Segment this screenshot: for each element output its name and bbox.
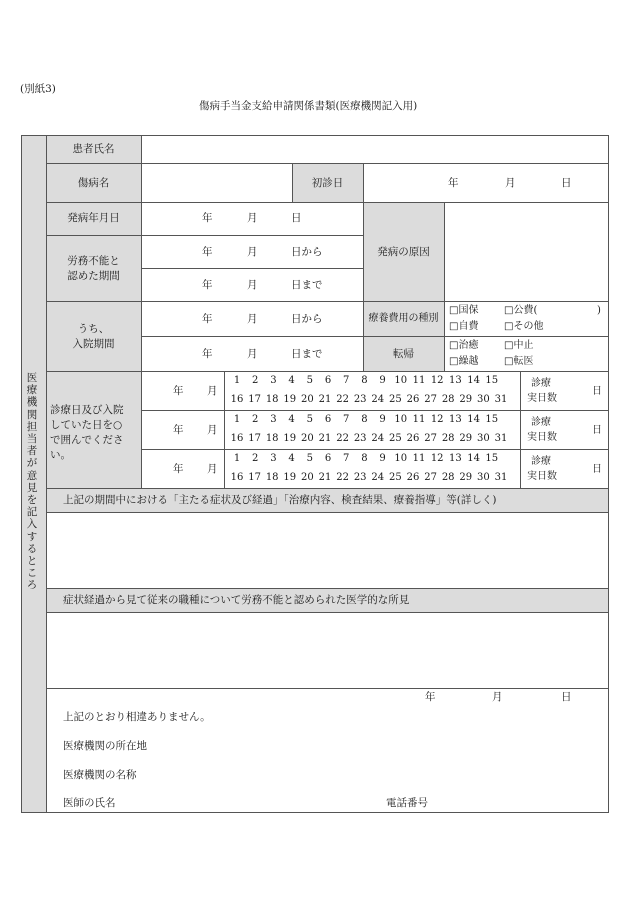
calendar-day-17[interactable]: 17	[248, 472, 261, 483]
first-visit-label: 初診日	[311, 177, 344, 189]
calendar-day-3[interactable]: 3	[270, 375, 277, 386]
visit-days-label-line2: していた日を○	[50, 419, 123, 431]
disease-name-label: 傷病名	[77, 177, 110, 189]
onset-date-label: 発病年月日	[67, 212, 120, 224]
calendar-day-12[interactable]: 12	[430, 414, 444, 425]
institution-name-label: 医療機関の名称	[63, 769, 137, 781]
calendar-day-5[interactable]: 5	[306, 375, 313, 386]
calendar-day-6[interactable]: 6	[324, 375, 332, 386]
visit-days-label-line1: 診療日及び入院	[50, 404, 124, 416]
cost-public-close: )	[597, 305, 601, 316]
calendar-day-19[interactable]: 19	[283, 472, 297, 483]
calendar-day-9[interactable]: 9	[379, 414, 386, 425]
cert-day: 日	[561, 691, 572, 703]
calendar-day-13[interactable]: 13	[449, 375, 462, 386]
calendar-day-30[interactable]: 30	[477, 433, 490, 444]
row-line	[46, 688, 609, 689]
calendar-day-10[interactable]: 10	[394, 414, 408, 425]
opinion-header: 症状経過から見て従来の職種について労務不能と認められた医学的な所見	[63, 594, 410, 606]
calendar-day-16[interactable]: 16	[230, 472, 244, 483]
calendar-day-22[interactable]: 22	[336, 472, 349, 483]
calendar-day-15[interactable]: 15	[485, 453, 499, 464]
calendar-day-10[interactable]: 10	[394, 453, 408, 464]
calendar-day-2[interactable]: 2	[252, 375, 259, 386]
hospital-to-month: 月	[247, 348, 258, 360]
annex-label: (別紙3)	[20, 83, 56, 95]
phone-field[interactable]	[440, 793, 600, 811]
calendar-day-7[interactable]: 7	[343, 414, 350, 425]
calendar-day-13[interactable]: 13	[449, 453, 462, 464]
outcome-carried-checkbox[interactable]: □繰越	[449, 356, 479, 367]
calendar-day-25[interactable]: 25	[389, 433, 402, 444]
calendar-day-3[interactable]: 3	[270, 453, 277, 464]
calendar-day-19[interactable]: 19	[283, 433, 297, 444]
calendar-day-9[interactable]: 9	[379, 375, 386, 386]
incapacity-to-day: 日まで	[291, 279, 323, 291]
row-line	[46, 588, 609, 589]
cause-field[interactable]	[445, 203, 608, 301]
cal2-month: 月	[207, 424, 218, 436]
calendar-day-6[interactable]: 6	[324, 453, 332, 464]
incapacity-from-year: 年	[202, 246, 213, 258]
calendar-day-13[interactable]: 13	[449, 414, 462, 425]
calendar-day-23[interactable]: 23	[353, 433, 367, 444]
calendar-day-5[interactable]: 5	[306, 414, 313, 425]
incapacity-to-year: 年	[202, 279, 213, 291]
calendar-day-8[interactable]: 8	[361, 414, 368, 425]
hospital-from-month: 月	[247, 313, 258, 325]
calendar-day-21[interactable]: 21	[318, 433, 332, 444]
calendar-day-5[interactable]: 5	[306, 453, 313, 464]
calendar-day-1[interactable]: 1	[233, 375, 241, 386]
calendar-day-14[interactable]: 14	[467, 453, 480, 464]
patient-name-label: 患者氏名	[72, 143, 115, 155]
side-divider	[46, 135, 47, 813]
cost-public-checkbox[interactable]: □公費(	[504, 305, 538, 316]
calendar-day-2[interactable]: 2	[252, 453, 259, 464]
calendar-day-10[interactable]: 10	[394, 375, 408, 386]
cause-label: 発病の原因	[377, 246, 430, 258]
calendar-day-3[interactable]: 3	[270, 414, 277, 425]
calendar-day-29[interactable]: 29	[459, 433, 473, 444]
patient-name-field[interactable]	[142, 136, 608, 163]
calendar-day-21[interactable]: 21	[318, 472, 332, 483]
cost-type-label: 療養費用の種別	[368, 313, 439, 324]
cal1-actual-label1: 診療	[531, 378, 551, 389]
cal3-day-unit: 日	[592, 464, 602, 475]
certify-text: 上記のとおり相違ありません。	[63, 711, 211, 723]
cal1-actual-label2: 実日数	[527, 393, 557, 404]
outcome-stopped-checkbox[interactable]: □中止	[504, 340, 534, 351]
calendar-day-27[interactable]: 27	[424, 472, 437, 483]
frame-right	[608, 135, 609, 813]
calendar-day-11[interactable]: 11	[412, 375, 426, 386]
visit-days-label-line3: で囲んでくださ	[50, 434, 124, 446]
outcome-cured-checkbox[interactable]: □治癒	[449, 340, 479, 351]
calendar-day-20[interactable]: 20	[301, 472, 314, 483]
calendar-day-26[interactable]: 26	[406, 472, 420, 483]
calendar-day-19[interactable]: 19	[283, 394, 297, 405]
calendar-day-9[interactable]: 9	[379, 453, 386, 464]
phone-label: 電話番号	[386, 797, 428, 809]
row-line	[46, 371, 609, 372]
hospital-label-line2: 入院期間	[72, 338, 115, 350]
hospital-to-day: 日まで	[291, 348, 323, 360]
onset-month: 月	[247, 212, 258, 224]
institution-address-label: 医療機関の所在地	[63, 740, 147, 752]
col-line	[520, 371, 521, 488]
cal2-actual-label2: 実日数	[527, 432, 557, 443]
outcome-label: 転帰	[393, 348, 414, 360]
side-label: 医療機関担当者が意見を記入するところ	[26, 372, 38, 592]
calendar-day-24[interactable]: 24	[371, 472, 385, 483]
calendar-day-16[interactable]: 16	[230, 394, 244, 405]
hospital-to-year: 年	[202, 348, 213, 360]
calendar-day-21[interactable]: 21	[318, 394, 332, 405]
institution-name-field[interactable]	[150, 765, 600, 783]
visit-days-label-line4: い。	[50, 449, 71, 461]
cal1-day-unit: 日	[592, 386, 602, 397]
form-title: 傷病手当金支給申請関係書類(医療機関記入用)	[199, 100, 418, 112]
cost-other-checkbox[interactable]: □その他	[504, 321, 544, 332]
calendar-day-27[interactable]: 27	[424, 394, 437, 405]
opinion-field[interactable]	[47, 613, 608, 688]
calendar-day-12[interactable]: 12	[430, 375, 444, 386]
calendar-day-23[interactable]: 23	[353, 394, 367, 405]
calendar-day-26[interactable]: 26	[406, 394, 420, 405]
calendar-day-14[interactable]: 14	[467, 414, 480, 425]
calendar-day-18[interactable]: 18	[265, 433, 279, 444]
cal3-actual-label2: 実日数	[527, 471, 557, 482]
calendar-day-31[interactable]: 31	[494, 394, 508, 405]
calendar-day-31[interactable]: 31	[494, 433, 508, 444]
hospital-period-label-cell	[46, 301, 141, 371]
cal3-actual-label1: 診療	[531, 456, 551, 467]
first-visit-year: 年	[448, 177, 459, 189]
calendar-day-22[interactable]: 22	[336, 433, 349, 444]
calendar-day-22[interactable]: 22	[336, 394, 349, 405]
incapacity-label-line1: 労務不能と	[67, 255, 120, 267]
calendar-day-11[interactable]: 11	[412, 414, 426, 425]
calendar-day-12[interactable]: 12	[430, 453, 444, 464]
calendar-day-8[interactable]: 8	[361, 453, 368, 464]
calendar-day-17[interactable]: 17	[248, 433, 261, 444]
first-visit-day: 日	[561, 177, 572, 189]
calendar-day-6[interactable]: 6	[324, 414, 332, 425]
symptoms-header: 上記の期間中における「主たる症状及び経過」「治療内容、検査結果、療養指導」等(詳しく)	[63, 494, 497, 506]
calendar-day-25[interactable]: 25	[389, 394, 402, 405]
calendar-day-4[interactable]: 4	[288, 375, 295, 386]
row-line	[141, 336, 609, 337]
cal2-year: 年	[173, 424, 184, 436]
calendar-day-28[interactable]: 28	[441, 394, 455, 405]
incapacity-period-label-cell	[46, 235, 141, 301]
calendar-day-30[interactable]: 30	[477, 394, 490, 405]
symptoms-field[interactable]	[47, 513, 608, 588]
calendar-day-15[interactable]: 15	[485, 414, 499, 425]
outcome-transferred-checkbox[interactable]: □転医	[504, 356, 534, 367]
calendar-day-18[interactable]: 18	[265, 394, 279, 405]
cal1-month: 月	[207, 385, 218, 397]
calendar-day-8[interactable]: 8	[361, 375, 368, 386]
calendar-day-27[interactable]: 27	[424, 433, 437, 444]
cal2-actual-label1: 診療	[531, 417, 551, 428]
incapacity-label-line2: 認めた期間	[67, 270, 120, 282]
row-line	[46, 301, 609, 302]
disease-name-field[interactable]	[142, 164, 292, 202]
calendar-day-29[interactable]: 29	[459, 472, 473, 483]
institution-address-field[interactable]	[160, 736, 600, 754]
calendar-day-20[interactable]: 20	[301, 394, 314, 405]
calendar-day-26[interactable]: 26	[406, 433, 420, 444]
calendar-day-16[interactable]: 16	[230, 433, 244, 444]
row-line	[141, 268, 363, 269]
calendar-day-28[interactable]: 28	[441, 433, 455, 444]
calendar-day-24[interactable]: 24	[371, 394, 385, 405]
calendar-day-1[interactable]: 1	[233, 414, 241, 425]
row-line	[46, 488, 609, 489]
calendar-day-2[interactable]: 2	[252, 414, 259, 425]
calendar-day-20[interactable]: 20	[301, 433, 314, 444]
onset-year: 年	[202, 212, 213, 224]
cert-month: 月	[492, 691, 503, 703]
incapacity-to-month: 月	[247, 279, 258, 291]
calendar-day-23[interactable]: 23	[353, 472, 367, 483]
first-visit-month: 月	[505, 177, 516, 189]
cal1-year: 年	[173, 385, 184, 397]
calendar-day-29[interactable]: 29	[459, 394, 473, 405]
calendar-day-30[interactable]: 30	[477, 472, 490, 483]
calendar-day-18[interactable]: 18	[265, 472, 279, 483]
hospital-label-line1: うち、	[77, 323, 110, 335]
calendar-day-7[interactable]: 7	[343, 375, 350, 386]
calendar-day-17[interactable]: 17	[248, 394, 261, 405]
calendar-day-28[interactable]: 28	[441, 472, 455, 483]
calendar-day-1[interactable]: 1	[233, 453, 241, 464]
calendar-day-24[interactable]: 24	[371, 433, 385, 444]
col-line	[224, 371, 225, 488]
calendar-day-15[interactable]: 15	[485, 375, 499, 386]
incapacity-from-month: 月	[247, 246, 258, 258]
row-line	[141, 449, 609, 450]
calendar-day-4[interactable]: 4	[288, 453, 295, 464]
calendar-day-25[interactable]: 25	[389, 472, 402, 483]
frame-left	[21, 135, 22, 813]
calendar-day-31[interactable]: 31	[494, 472, 508, 483]
row-line	[46, 235, 364, 236]
onset-day: 日	[291, 212, 302, 224]
cal2-day-unit: 日	[592, 425, 602, 436]
calendar-day-11[interactable]: 11	[412, 453, 426, 464]
calendar-day-7[interactable]: 7	[343, 453, 350, 464]
cost-national-checkbox[interactable]: □国保	[449, 305, 479, 316]
cost-self-checkbox[interactable]: □自費	[449, 321, 479, 332]
calendar-day-4[interactable]: 4	[288, 414, 295, 425]
calendar-day-14[interactable]: 14	[467, 375, 480, 386]
row-line	[141, 410, 609, 411]
cal3-month: 月	[207, 463, 218, 475]
incapacity-from-day: 日から	[291, 246, 323, 258]
cert-year: 年	[425, 691, 436, 703]
doctor-name-label: 医師の氏名	[63, 797, 116, 809]
frame-bottom	[21, 812, 609, 813]
cal3-year: 年	[173, 463, 184, 475]
hospital-from-day: 日から	[291, 313, 323, 325]
hospital-from-year: 年	[202, 313, 213, 325]
doctor-name-field[interactable]	[130, 793, 370, 811]
